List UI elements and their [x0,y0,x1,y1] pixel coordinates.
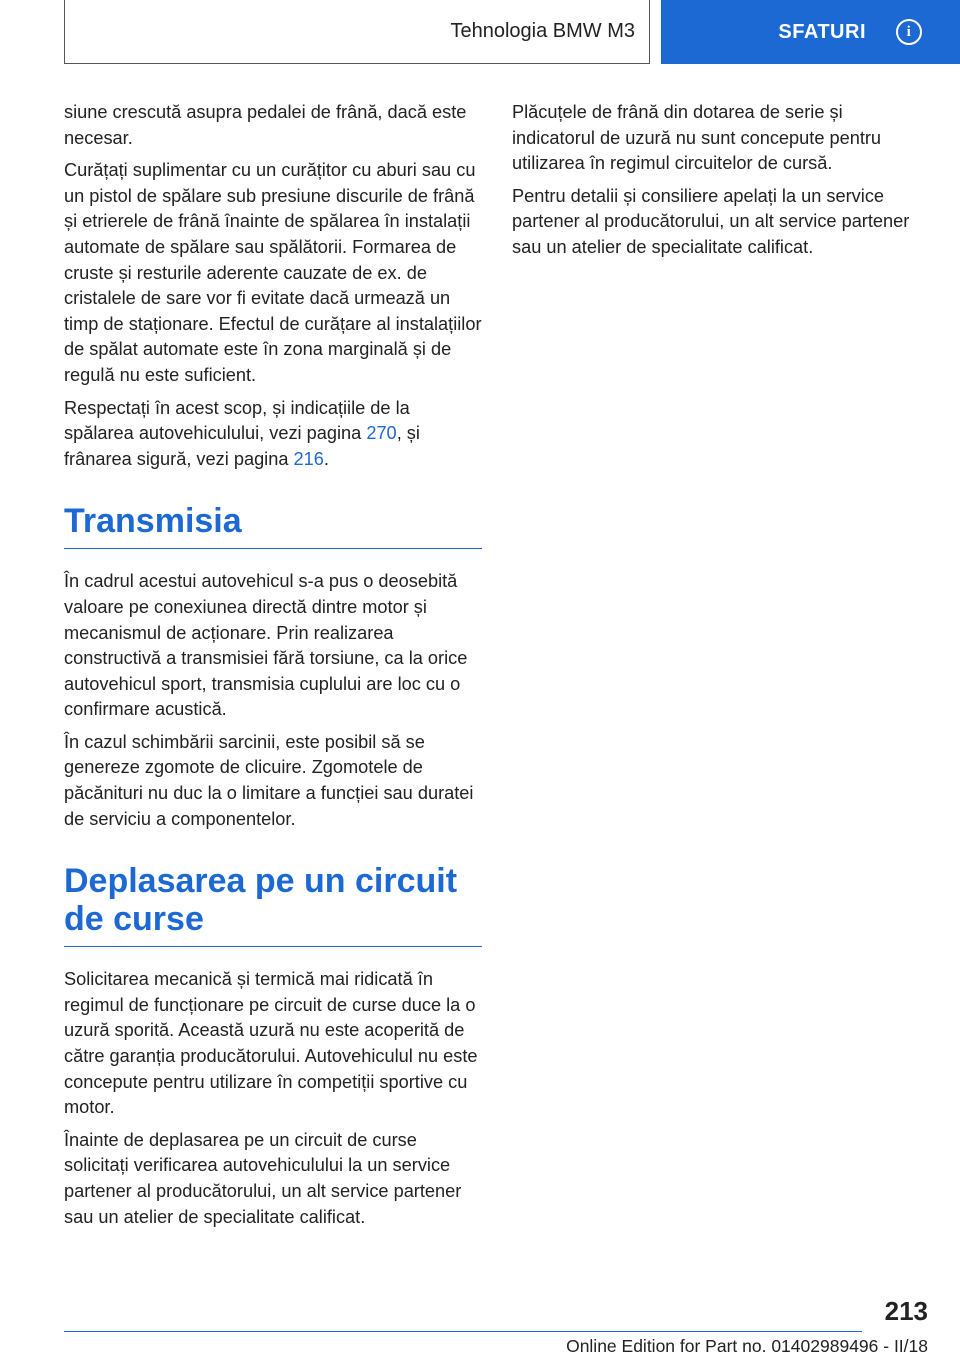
edition-footer: Online Edition for Part no. 01402989496 - II/18 [566,1336,928,1356]
heading-transmisia: Transmisia [64,502,482,549]
text: , și frânarea sigură, vezi pagina [64,423,420,469]
page-link-270[interactable]: 270 [366,423,397,444]
info-icon[interactable]: i [896,19,922,45]
left-column [64,100,482,1237]
text: . [323,448,329,469]
paragraph: Solicitarea mecanică și termică mai ridicată în regimul de funcționare pe circuit de curse duce la o uzură sporită. Această uzură nu este acoperită de către garanția producătorului. Autovehiculul nu este concepute pentru utilizare în competiții sportive cu motor. [64,969,478,1118]
chapter-header [64,0,650,64]
paragraph: Înainte de deplasarea pe un circuit de curse solicitați verificarea autovehiculului la un service partener al producătorului, un alt service partener sau un atelier de specialitate calificat. [64,1129,462,1227]
section-title: SFATURI [778,20,866,43]
heading-circuit: Deplasarea pe un circuit de curse [64,862,482,947]
paragraph [64,396,482,473]
page-number: 213 [884,1296,928,1326]
paragraph: siune crescută asupra pedalei de frână, dacă este necesar. [64,102,467,148]
footer-divider [64,1331,862,1332]
right-column [512,100,930,268]
chapter-title: Tehnologia BMW M3 [450,20,635,42]
section-header[interactable] [661,0,960,64]
paragraph: Plăcuțele de frână din dotarea de serie și indicatorul de uzură nu sunt concepute pentru utilizarea în regimul circuitelor de cursă. [512,102,882,174]
paragraph: Pentru detalii și consiliere apelați la un service partener al producătorului, un alt service partener sau un atelier de specialitate calificat. [512,185,910,257]
text: Respectați în acest scop, și indicațiile de la spălarea autovehiculului, vezi pagina [64,397,410,444]
paragraph: Curățați suplimentar cu un curățitor cu aburi sau cu un pistol de spălare sub presiune discurile de frână și etrierele de frână înainte de spălarea în instalații automate de spălare sau spălătorii. Formarea de cruste și resturile aderente cauzate de ex. de cristalele de sare vor fi evitate dacă urmează un timp de staționare. Efectul de curățare al instalațiilor de spălat automate este în zona marginală și de regulă nu este suficient. [64,160,482,385]
paragraph: În cazul schimbării sarcinii, este posibil să se genereze zgomote de clicuire. Zgomotele de păcănituri nu duc la o limitare a funcției sau duratei de serviciu a componentelor. [64,731,474,829]
page-link-216[interactable]: 216 [293,448,324,469]
paragraph: În cadrul acestui autovehicul s-a pus o deosebită valoare pe conexiunea directă dintre motor și mecanismul de acționare. Prin realizarea constructivă a transmisiei fără torsiune, ca la orice autovehicul sport, transmisia cuplului are loc cu o confirmare acustică. [64,571,468,720]
